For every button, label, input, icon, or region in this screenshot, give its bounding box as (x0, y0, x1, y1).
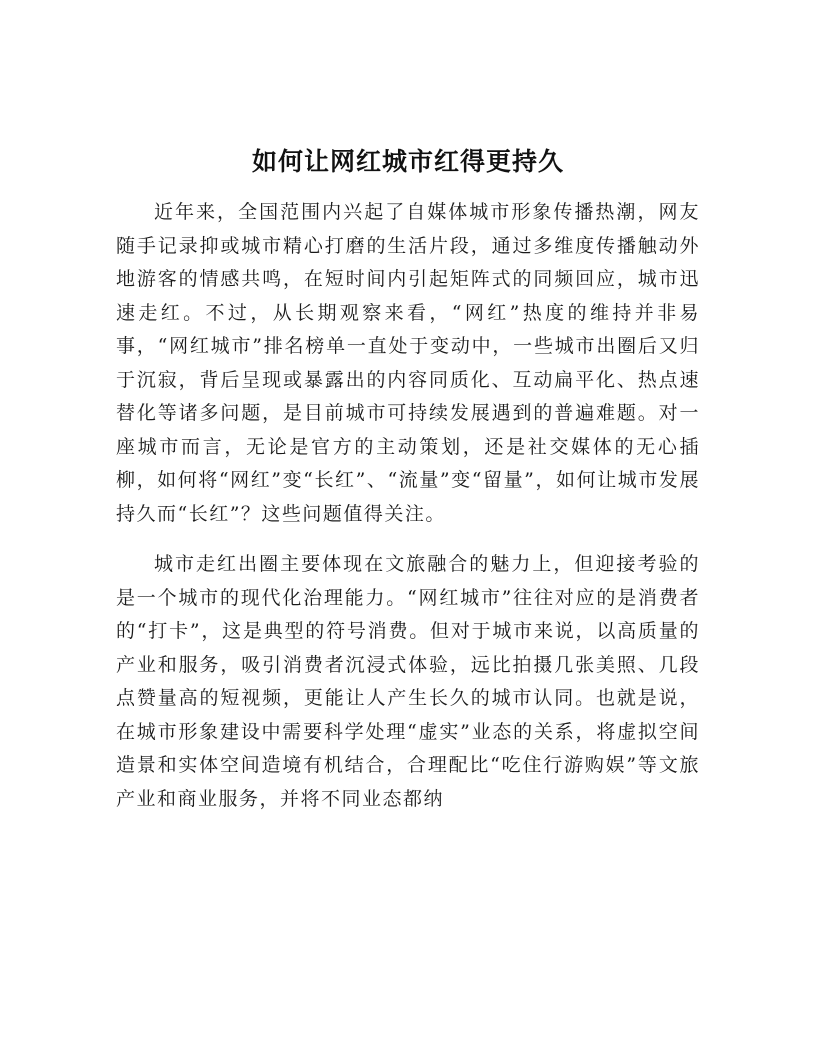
document-body (116, 196, 700, 816)
paragraph-1: 近年来，全国范围内兴起了自媒体城市形象传播热潮，网友随手记录抑或城市精心打磨的生活片段，通过多维度传播触动外地游客的情感共鸣，在短时间内引起矩阵式的同频回应，城市迅速走红。不过，从长期观察来看，“网红”热度的维持并非易事，“网红城市”排名榜单一直处于变动中，一些城市出圈后又归于沉寂，背后呈现或暴露出的内容同质化、互动扁平化、热点速替化等诸多问题，是目前城市可持续发展遇到的普遍难题。对一座城市而言，无论是官方的主动策划，还是社交媒体的无心插柳，如何将“网红”变“长红”、“流量”变“留量”，如何让城市发展持久而“长红”？这些问题值得关注。 (116, 201, 700, 525)
paragraph-2: 城市走红出圈主要体现在文旅融合的魅力上，但迎接考验的是一个城市的现代化治理能力。“网红城市”往往对应的是消费者的“打卡”，这是典型的符号消费。但对于城市来说，以高质量的产业和服务，吸引消费者沉浸式体验，远比拍摄几张美照、几段点赞量高的短视频，更能让人产生长久的城市认同。也就是说，在城市形象建设中需要科学处理“虚实”业态的关系，将虚拟空间造景和实体空间造境有机结合，合理配比“吃住行游购娱”等文旅产业和商业服务，并将不同业态都纳 (116, 553, 700, 810)
document-title: 如何让网红城市红得更持久 (251, 147, 564, 176)
